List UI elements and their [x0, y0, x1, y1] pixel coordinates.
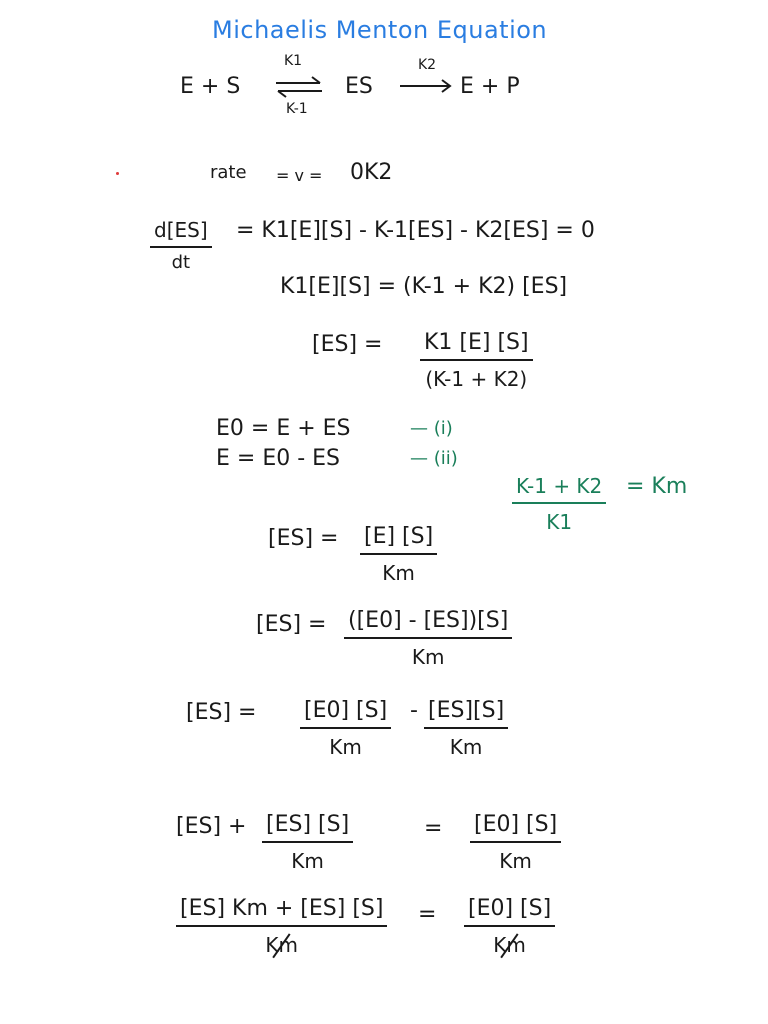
equilibrium-arrow-icon	[274, 76, 324, 98]
km-definition-numerator: K-1 + K2	[512, 474, 606, 504]
step7-denominator-1: Km	[265, 933, 299, 957]
steady-state-equation: = K1[E][S] - K-1[ES] - K2[ES] = 0	[236, 218, 595, 243]
step3-denominator: Km	[382, 561, 415, 585]
es-expression-denominator: (K-1 + K2)	[425, 367, 528, 391]
step5-minus: -	[410, 698, 418, 723]
es-expression-numerator: K1 [E] [S]	[420, 330, 533, 361]
rate-equals: = v =	[276, 166, 323, 185]
enzyme-conservation-eq1: E0 = E + ES	[216, 416, 351, 441]
step7-fraction-2	[464, 896, 555, 957]
reaction-reactants: E + S	[180, 74, 241, 99]
es-expression-lhs: [ES] =	[312, 332, 383, 357]
step4-fraction	[344, 608, 512, 669]
derivative-denominator: dt	[171, 252, 191, 273]
step6-denominator-2: Km	[499, 849, 532, 873]
rate-constant-k-minus-1: K-1	[286, 101, 308, 117]
km-definition-fraction	[512, 474, 606, 534]
step5-numerator-2: [ES][S]	[424, 698, 508, 729]
step6-numerator-2: [E0] [S]	[470, 812, 561, 843]
step3-lhs: [ES] =	[268, 526, 339, 551]
derivative-fraction	[150, 218, 212, 273]
step3-fraction	[360, 524, 437, 585]
step7-numerator-2: [E0] [S]	[464, 896, 555, 927]
step6-denominator-1: Km	[291, 849, 324, 873]
equation-tag-ii: — (ii)	[410, 448, 458, 469]
step5-numerator-1: [E0] [S]	[300, 698, 391, 729]
step7-fraction-1	[176, 896, 387, 957]
forward-arrow-icon	[398, 78, 454, 94]
step6-fraction-1	[262, 812, 353, 873]
step7-numerator-1: [ES] Km + [ES] [S]	[176, 896, 387, 927]
step4-lhs: [ES] =	[256, 612, 327, 637]
step7-denominator-2: Km	[493, 933, 526, 957]
equation-tag-i: — (i)	[410, 418, 453, 439]
km-definition-denominator: K1	[546, 510, 573, 534]
step4-denominator: Km	[411, 645, 445, 669]
rearranged-equation: K1[E][S] = (K-1 + K2) [ES]	[280, 274, 568, 299]
step3-numerator: [E] [S]	[360, 524, 437, 555]
derivative-numerator: d[ES]	[150, 218, 212, 248]
km-definition-rhs: = Km	[626, 474, 688, 499]
es-expression-fraction	[420, 330, 533, 391]
step5-denominator-1: Km	[329, 735, 362, 759]
step5-lhs: [ES] =	[186, 700, 257, 725]
rate-constant-k2: K2	[418, 57, 437, 73]
rate-label: rate	[210, 162, 247, 183]
step5-fraction-2	[424, 698, 508, 759]
step5-denominator-2: Km	[449, 735, 483, 759]
step7-equals: =	[418, 902, 437, 927]
reaction-products: E + P	[460, 74, 520, 99]
step4-numerator: ([E0] - [ES])[S]	[344, 608, 512, 639]
step6-equals: =	[424, 816, 443, 841]
reaction-complex: ES	[345, 74, 373, 99]
step6-numerator-1: [ES] [S]	[262, 812, 353, 843]
rate-constant-k1: K1	[284, 53, 303, 69]
page-title: Michaelis Menton Equation	[212, 16, 548, 44]
step5-fraction-1	[300, 698, 391, 759]
step7-denominator-1-wrap	[265, 927, 298, 957]
step7-denominator-2-wrap	[493, 927, 526, 957]
enzyme-conservation-eq2: E = E0 - ES	[216, 446, 341, 471]
step6-lhs: [ES] +	[176, 814, 247, 839]
stray-red-dot	[116, 172, 119, 175]
rate-value: 0K2	[350, 160, 393, 185]
step6-fraction-2	[470, 812, 561, 873]
